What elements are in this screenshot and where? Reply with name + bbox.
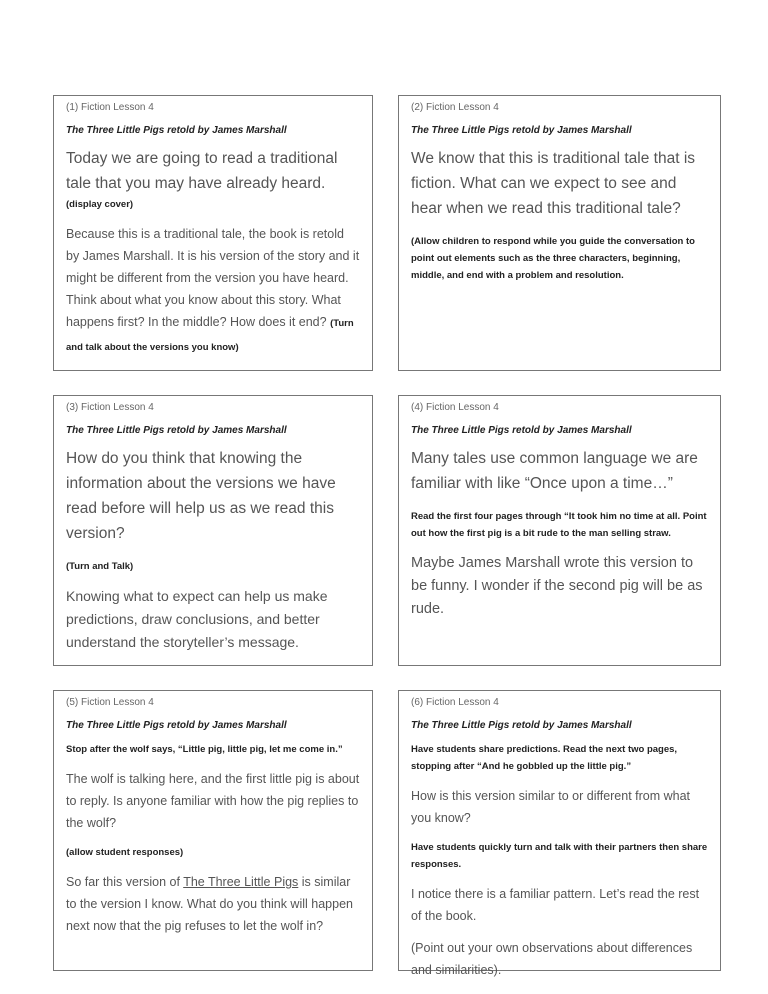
- book-title: The Three Little Pigs retold by James Marshall: [411, 425, 632, 436]
- card-header: (3) Fiction Lesson 4: [66, 402, 154, 413]
- book-title: The Three Little Pigs retold by James Marshall: [66, 425, 287, 436]
- lesson-card-5: [53, 690, 373, 971]
- prompt: (Point out your own observations about differences and similarities).: [411, 941, 693, 977]
- instruction: (Turn and talk about the versions you know): [66, 318, 354, 353]
- prompt: Today we are going to read a traditional tale that you may have already heard.: [66, 150, 338, 192]
- instruction: Have students quickly turn and talk with their partners then share responses.: [411, 842, 708, 870]
- prompt: [66, 223, 360, 359]
- prompt: Knowing what to expect can help us make predictions, draw conclusions, and better understand the storyteller’s message.: [66, 588, 328, 650]
- card-header: (5) Fiction Lesson 4: [66, 697, 154, 708]
- book-title: The Three Little Pigs retold by James Marshall: [66, 720, 287, 731]
- prompt: I notice there is a familiar pattern. Let’s read the rest of the book.: [411, 887, 700, 923]
- book-title: The Three Little Pigs retold by James Marshall: [411, 720, 632, 731]
- lesson-card-3: [53, 395, 373, 666]
- lesson-card-4: [398, 395, 721, 666]
- prompt: The wolf is talking here, and the first little pig is about to reply. Is anyone familiar with how the pig replies to the wolf?: [66, 772, 360, 830]
- prompt: How is this version similar to or different from what you know?: [411, 789, 691, 825]
- book-title-underlined: The Three Little Pigs: [183, 875, 299, 889]
- lesson-card-2: [398, 95, 721, 371]
- prompt-text: is similar to the version I know. What do you think will happen next now that the pig refuses to let the wolf in?: [66, 875, 353, 933]
- prompt: [66, 871, 360, 937]
- instruction: Have students share predictions. Read the next two pages, stopping after “And he gobbled up the little pig.”: [411, 744, 678, 772]
- card-header: (4) Fiction Lesson 4: [411, 402, 499, 413]
- card-header: (6) Fiction Lesson 4: [411, 697, 499, 708]
- prompt-text: Because this is a traditional tale, the book is retold by James Marshall. It is his version of the story and it might be different from the version you have heard. Think about what you know about this story. What happens first? In the middle? How does it end?: [66, 227, 360, 329]
- prompt: We know that this is traditional tale that is fiction. What can we expect to see and hear when we read this traditional tale?: [411, 150, 696, 217]
- instruction: (allow student responses): [66, 847, 184, 858]
- lesson-card-6: [398, 690, 721, 977]
- prompt: Maybe James Marshall wrote this version to be funny. I wonder if the second pig will be as rude.: [411, 555, 703, 617]
- card-header: (2) Fiction Lesson 4: [411, 102, 499, 113]
- instruction: (display cover): [66, 199, 134, 210]
- lesson-card-1: [53, 95, 373, 371]
- instruction: Read the first four pages through “It took him no time at all. Point out how the first pig is a bit rude to the man selling straw.: [411, 511, 707, 539]
- instruction: (Allow children to respond while you guide the conversation to point out elements such as the three characters, beginning, middle, and end with a problem and resolution.: [411, 236, 695, 281]
- instruction: (Turn and Talk): [66, 561, 134, 572]
- book-title: The Three Little Pigs retold by James Marshall: [411, 125, 632, 136]
- prompt-text: So far this version of: [66, 875, 184, 889]
- prompt: How do you think that knowing the information about the versions we have read before will help us as we read this version?: [66, 450, 336, 542]
- book-title: The Three Little Pigs retold by James Marshall: [66, 125, 287, 136]
- prompt: Many tales use common language we are familiar with like “Once upon a time…”: [411, 450, 698, 492]
- instruction: Stop after the wolf says, “Little pig, little pig, let me come in.”: [66, 744, 343, 755]
- card-header: (1) Fiction Lesson 4: [66, 102, 154, 113]
